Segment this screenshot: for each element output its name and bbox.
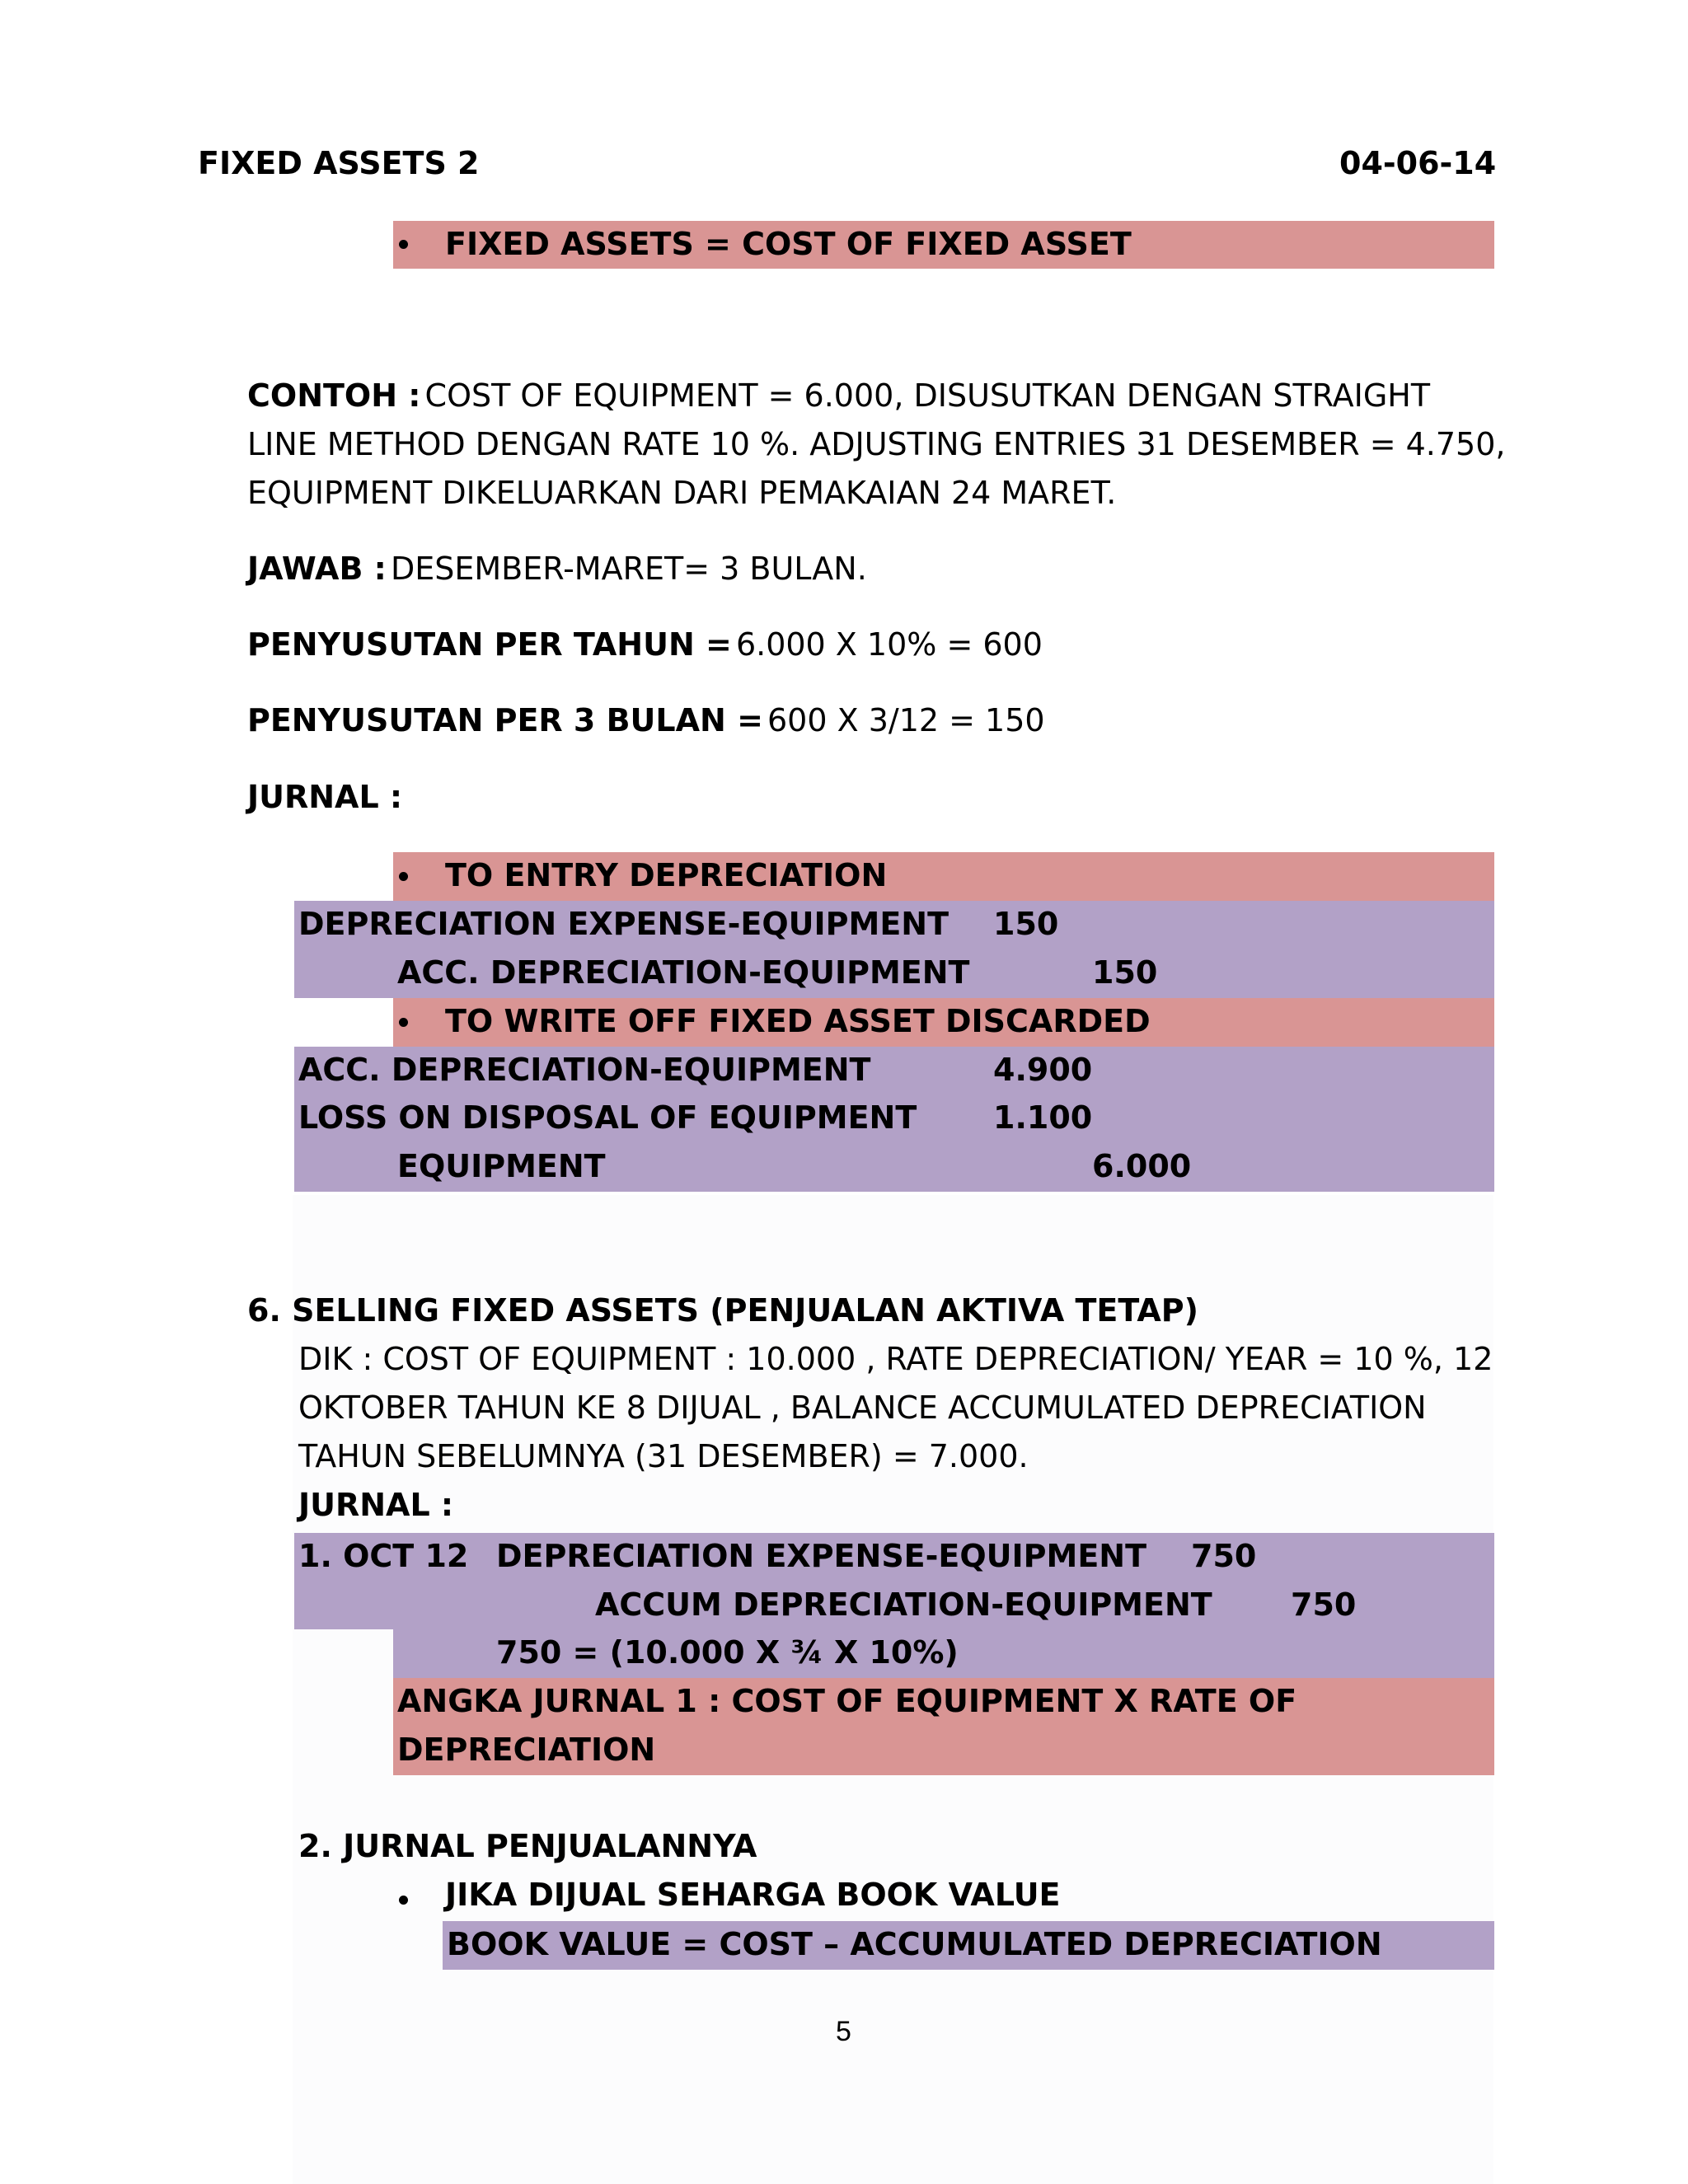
doc-title: FIXED ASSETS 2 — [198, 145, 480, 181]
per-year-label: PENYUSUTAN PER TAHUN = — [247, 626, 732, 663]
entry-account: EQUIPMENT — [397, 1148, 606, 1184]
entry-account: DEPRECIATION EXPENSE-EQUIPMENT — [298, 906, 950, 942]
bullet-icon — [399, 1896, 408, 1905]
entry-debit: 750 — [1191, 1538, 1257, 1574]
section-6-text-3: TAHUN SEBELUMNYA (31 DESEMBER) = 7.000. — [298, 1438, 1029, 1474]
bullet-icon — [399, 872, 408, 881]
example-line-1 — [247, 377, 1430, 414]
sub-2-bullet: JIKA DIJUAL SEHARGA BOOK VALUE — [445, 1877, 1061, 1913]
answer-text: DESEMBER-MARET= 3 BULAN. — [390, 551, 867, 587]
journal-heading-1: TO ENTRY DEPRECIATION — [445, 857, 888, 893]
page-number: 5 — [836, 2016, 851, 2047]
section-6-journal-label: JURNAL : — [298, 1487, 454, 1523]
example-text-2: LINE METHOD DENGAN RATE 10 %. ADJUSTING ENTRIES 31 DESEMBER = 4.750, — [247, 426, 1506, 462]
bullet-icon — [399, 240, 408, 249]
bullet-icon — [399, 1018, 408, 1027]
doc-date: 04-06-14 — [1339, 145, 1497, 181]
entry-credit: 6.000 — [1092, 1148, 1192, 1184]
note-text-2: DEPRECIATION — [397, 1732, 656, 1768]
per-year-line — [247, 626, 1043, 663]
note-text-1: ANGKA JURNAL 1 : COST OF EQUIPMENT X RATE OF — [397, 1683, 1297, 1719]
sub-2-heading: 2. JURNAL PENJUALANNYA — [298, 1828, 757, 1864]
formula-text: BOOK VALUE = COST – ACCUMULATED DEPRECIATION — [447, 1926, 1382, 1962]
entry-account: ACC. DEPRECIATION-EQUIPMENT — [298, 1052, 871, 1088]
entry-date: 1. OCT 12 — [298, 1538, 469, 1574]
per-3m-label: PENYUSUTAN PER 3 BULAN = — [247, 702, 763, 738]
answer-label: JAWAB : — [247, 551, 387, 587]
example-label: CONTOH : — [247, 377, 421, 414]
entry-account: ACC. DEPRECIATION-EQUIPMENT — [397, 954, 970, 991]
journal-label: JURNAL : — [247, 779, 403, 815]
entry-account: LOSS ON DISPOSAL OF EQUIPMENT — [298, 1099, 917, 1136]
example-text-1: COST OF EQUIPMENT = 6.000, DISUSUTKAN DENGAN STRAIGHT — [424, 377, 1431, 414]
entry-account: ACCUM DEPRECIATION-EQUIPMENT — [595, 1586, 1212, 1623]
entry-debit: 1.100 — [993, 1099, 1093, 1136]
per-3m-text: 600 X 3/12 = 150 — [767, 702, 1045, 738]
entry-account: DEPRECIATION EXPENSE-EQUIPMENT — [496, 1538, 1147, 1574]
section-6-heading: 6. SELLING FIXED ASSETS (PENJUALAN AKTIVA TETAP) — [247, 1292, 1198, 1329]
answer-line — [247, 551, 867, 587]
entry-debit: 4.900 — [993, 1052, 1093, 1088]
definition-text: FIXED ASSETS = COST OF FIXED ASSET — [445, 226, 1132, 262]
section-6-text-1: DIK : COST OF EQUIPMENT : 10.000 , RATE DEPRECIATION/ YEAR = 10 %, 12 — [298, 1341, 1493, 1377]
entry-calculation: 750 = (10.000 X ¾ X 10%) — [496, 1634, 959, 1671]
entry-credit: 750 — [1291, 1586, 1357, 1623]
section-6-text-2: OKTOBER TAHUN KE 8 DIJUAL , BALANCE ACCUMULATED DEPRECIATION — [298, 1390, 1427, 1426]
entry-debit: 150 — [993, 906, 1059, 942]
per-year-text: 6.000 X 10% = 600 — [735, 626, 1043, 663]
per-3m-line — [247, 702, 1045, 738]
entry-credit: 150 — [1092, 954, 1158, 991]
journal-heading-2: TO WRITE OFF FIXED ASSET DISCARDED — [445, 1003, 1151, 1039]
example-text-3: EQUIPMENT DIKELUARKAN DARI PEMAKAIAN 24 MARET. — [247, 475, 1117, 511]
